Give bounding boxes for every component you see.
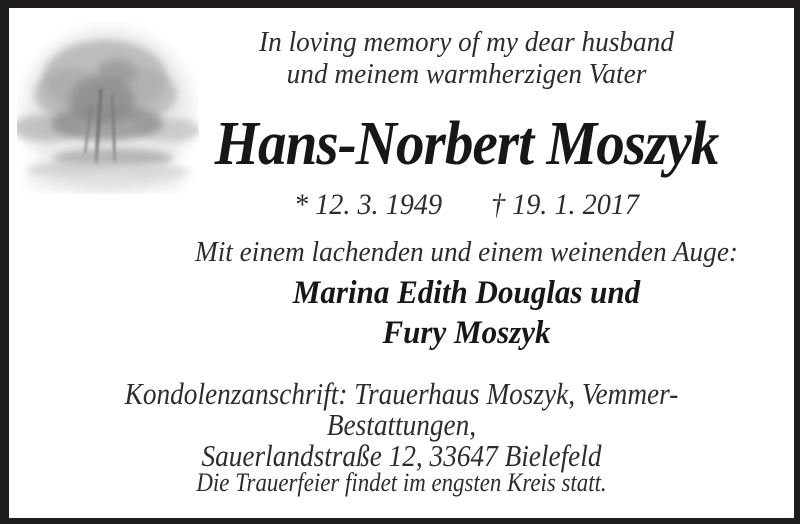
death-date: † 19. 1. 2017 xyxy=(490,188,639,221)
mourner-line-2: Fury Moszyk xyxy=(382,315,551,351)
condolence-line-1: Kondolenzanschrift: Trauerhaus Moszyk, Vemmer-Bestattungen, xyxy=(124,376,679,442)
intro-line-2: und meinem warmherzigen Vater xyxy=(286,58,647,90)
mourners xyxy=(159,273,775,353)
intro-line-1: In loving memory of my dear husband xyxy=(259,26,674,58)
funeral-note: Die Trauerfeier findet im engsten Kreis statt. xyxy=(196,468,607,497)
condolence-line-2: Sauerlandstraße 12, 33647 Bielefeld xyxy=(201,438,602,473)
mourner-line-1: Marina Edith Douglas und xyxy=(292,275,641,311)
life-dates xyxy=(159,188,775,221)
condolence-address xyxy=(56,378,747,471)
birth-date: * 12. 3. 1949 xyxy=(294,188,443,221)
deceased-name: Hans-Norbert Moszyk xyxy=(214,110,719,178)
mourning-intro: Mit einem lachenden und einem weinenden Auge: xyxy=(194,236,738,268)
intro-dedication xyxy=(159,26,775,90)
